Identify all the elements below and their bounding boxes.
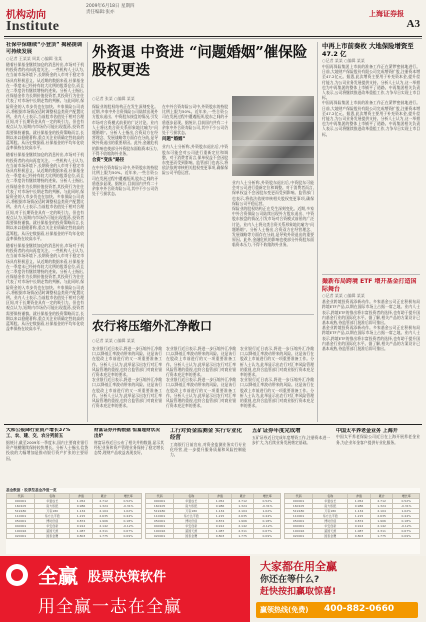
table-cell: 2.635 xyxy=(231,514,254,519)
table-cell: 1.775 xyxy=(92,534,115,539)
table-header-cell: 名称 xyxy=(35,494,70,499)
table-cell: 1.087 xyxy=(70,529,93,534)
table-cell: -0.31% xyxy=(393,504,420,509)
main-headline-block xyxy=(92,44,312,92)
table-cell: 1.134 xyxy=(70,509,93,514)
table-cell: 万家180 xyxy=(174,509,209,514)
second-body-a xyxy=(92,346,162,422)
lower-a-title: 大和公报降行业资产增长37% xyxy=(6,428,71,433)
right-article-2 xyxy=(322,278,420,422)
page-header xyxy=(0,0,426,38)
table-cell: 519180 xyxy=(285,509,313,514)
right-divider xyxy=(322,274,420,275)
table-cell: 0.44% xyxy=(254,514,281,519)
table-cell: 1.324 xyxy=(370,504,393,509)
main-headline: 外资退 中资进 “问题婚姻”催保险股权更迭 xyxy=(92,44,308,79)
lower-c-body: 工商银行日前宣布,对资金监测业务实行专业化经营,进一步提升服务质量和风险控制能力。 xyxy=(170,442,246,458)
table-cell: 2.635 xyxy=(370,514,393,519)
table-cell: 富国天源 xyxy=(174,529,209,534)
left-article xyxy=(6,42,84,422)
left-article-byline: ○记者 王某某 周某 ○编辑 张某 xyxy=(6,56,63,61)
table-cell: 1.906 xyxy=(370,519,393,524)
table-cell: 0.912 xyxy=(209,524,232,529)
main-subhead-1: 合资“变法”路径 xyxy=(92,158,125,164)
date-text: 2009年6月18日 星期四 xyxy=(86,4,135,9)
table-cell: 万家180 xyxy=(35,509,70,514)
table-cell: 华安创新 xyxy=(35,524,70,529)
table-header-cell: 净值 xyxy=(348,494,371,499)
table-cell: 0.67% xyxy=(393,529,420,534)
table-cell: 易方达平稳 xyxy=(35,514,70,519)
table-cell: 160105 xyxy=(146,504,174,509)
table-cell: 100016 xyxy=(146,529,174,534)
table-cell: 华夏成长 xyxy=(174,499,209,504)
lower-a-body: 据统计,截至2009年一季度末,国内主要商业银行资产规模继续保持较快增长。分析人士指出,信贷投放的大幅增加是推动银行资产扩张的主要原因。 xyxy=(6,440,88,461)
ad-logo-icon xyxy=(6,564,28,586)
mid-divider xyxy=(92,314,314,315)
second-body-para2: 农业银行近日表示,将进一步压缩外汇净敞口,以降低汇率波动带来的风险。这是该行在股改上市前进行的又一项重要准备工作。分析人士认为,此举显示出农行对汇率风险管理的重视,也符合监管部门对商业银行资本充足率的要求。 xyxy=(92,377,162,409)
table-cell: 1.052 xyxy=(70,499,93,504)
table-cell: 0.67% xyxy=(115,529,142,534)
second-headline-block xyxy=(92,318,314,338)
right-article-1-title: 中再上市前奏枚 大地保险增资至 47.2 亿 xyxy=(322,42,414,58)
header-rule xyxy=(4,36,422,37)
table-cell: 2.712 xyxy=(370,499,393,504)
table-cell: 2.712 xyxy=(231,499,254,504)
table-cell: 0.874 xyxy=(70,519,93,524)
ad-hotline: 400-882-0660 xyxy=(324,604,395,614)
table-header-cell: 名称 xyxy=(313,494,348,499)
table-cell: 160105 xyxy=(7,504,35,509)
right-article-2-byline: ○记者 某某 ○编辑 某某 xyxy=(322,293,365,299)
table-cell: 0.52% xyxy=(115,499,142,504)
table-cell: 易方达平稳 xyxy=(174,514,209,519)
table-cell: 050001 xyxy=(146,519,174,524)
right-article-2-body-cont: 基金业跨境投资再添新动作。多家基金公司正在积极布局跨境ETF产品,以期在国际市场上占据一席之地。业内人士表示,跨境ETF的推出将丰富投资者的选择,也有助于提升国内基金行业的国际化水平。据了解,相关产品的方案设计已基本成熟,待监管部门批准后即可推出。 xyxy=(322,325,420,352)
table-header-cell: 增长率 xyxy=(115,494,142,499)
table-row xyxy=(146,534,281,539)
lower-article-a xyxy=(6,428,88,486)
table-cell: 0.18% xyxy=(254,519,281,524)
editor-text: 责任编辑:张亦 xyxy=(86,10,115,15)
table-header-cell: 累计 xyxy=(92,494,115,499)
table-cell: 110001 xyxy=(285,514,313,519)
table-cell: 000001 xyxy=(285,499,313,504)
ad-left-panel[interactable] xyxy=(0,556,250,622)
table-cell: 2.104 xyxy=(92,509,115,514)
table-header-cell: 累计 xyxy=(370,494,393,499)
second-body-para5: 农业银行近日表示,将进一步压缩外汇净敞口,以降低汇率波动带来的风险。这是该行在股改上市前进行的又一项重要准备工作。分析人士认为,此举显示出农行对汇率风险管理的重视,也符合监管部门对商业银行资本充足率的要求。 xyxy=(240,346,314,378)
column-divider xyxy=(87,42,88,422)
table-cell: 2.311 xyxy=(92,529,115,534)
lower-b-title: 财富证券并购数据 恒富理财状况出炉 xyxy=(94,428,160,439)
table-cell: 519180 xyxy=(7,509,35,514)
fund-table-2 xyxy=(145,493,281,539)
lower-a-sub: 工、农、建、交、农分列前五 xyxy=(6,434,64,439)
table-cell: 020001 xyxy=(285,534,313,539)
table-cell: 0.912 xyxy=(70,524,93,529)
ad-sub-brand: 赢领热线(免费) xyxy=(260,606,309,614)
fund-table-caption: 基金数据 · 股票型基金净值一览 xyxy=(6,488,57,492)
section-title-cn: 机构动向 xyxy=(6,10,46,21)
ad-right-cta: 赶快按扣赢取惊喜! xyxy=(260,587,337,597)
table-cell: 2.104 xyxy=(231,509,254,514)
left-article-body-cont: 随着社保基金继续加仓的消息传出,市场对于机构投资者的动向再度关注。一些机构人士认为,在当前市场环境下,长期资金的入市对于稳定市场具有积极意义。从近期的数据来看,社保基金在一季度末已经持有较大比例的股票仓位,而且在二季度仍有继续增持的迹象。分析人士指出,社保基金作为长期价值投资者,其投资行为往往代表了对市场中长期走势的判断。与此同时,保险资金的入市步伐也在加快。多家保险公司表示,将根据市场情况适时调整权益类资产配置比例。业内人士表示,当前股市估值处于相对合理区间,对于长期资金具有一定的吸引力。但也有观点认为,短期内市场仍可能出现震荡,投资者需要保持谨慎。就社保基金的投资策略而言,长期以来以稳健著称,重点关注业绩确定性较高的蓝筹股。从历史数据看,社保基金的平均年化收益率保持在较高水平。 xyxy=(6,152,84,241)
table-cell: 0.44% xyxy=(393,514,420,519)
table-header-cell: 增长率 xyxy=(254,494,281,499)
table-cell: 华夏成长 xyxy=(35,499,70,504)
column-divider-right xyxy=(317,42,318,422)
table-cell: 050001 xyxy=(7,519,35,524)
table-cell: 博时价值 xyxy=(313,519,348,524)
table-header-cell: 代码 xyxy=(146,494,174,499)
table-cell: 0.67% xyxy=(254,529,281,534)
table-cell: 万家180 xyxy=(313,509,348,514)
table-cell: 2.142 xyxy=(231,524,254,529)
newspaper-brand: 上海证券报 xyxy=(369,9,404,18)
table-cell: 2.712 xyxy=(92,499,115,504)
table-cell: 华安创新 xyxy=(174,524,209,529)
second-body-para6: 农业银行近日表示,将进一步压缩外汇净敞口,以降低汇率波动带来的风险。这是该行在股改上市前进行的又一项重要准备工作。分析人士认为,此举显示出农行对汇率风险管理的重视,也符合监管部门对商业银行资本充足率的要求。 xyxy=(240,377,314,409)
table-cell: 0.09% xyxy=(115,534,142,539)
news-photo xyxy=(232,96,314,176)
second-headline: 农行将压缩外汇净敞口 xyxy=(92,319,213,333)
table-cell: 富国天源 xyxy=(35,529,70,534)
left-article-title: 社保中保继续“小登顶” 揭秘提调可持续发展 xyxy=(6,42,83,55)
second-body-b xyxy=(166,346,236,422)
table-cell: 1.324 xyxy=(231,504,254,509)
ad-brand: 全赢 xyxy=(38,564,78,588)
table-header-cell: 代码 xyxy=(7,494,35,499)
table-cell: 南方积配 xyxy=(35,504,70,509)
left-article-body-cont2: 随着社保基金继续加仓的消息传出,市场对于机构投资者的动向再度关注。一些机构人士认为,在当前市场环境下,长期资金的入市对于稳定市场具有积极意义。从近期的数据来看,社保基金在一季度末已经持有较大比例的股票仓位,而且在二季度仍有继续增持的迹象。分析人士指出,社保基金作为长期价值投资者,其投资行为往往代表了对市场中长期走势的判断。与此同时,保险资金的入市步伐也在加快。多家保险公司表示,将根据市场情况适时调整权益类资产配置比例。业内人士表示,当前股市估值处于相对合理区间,对于长期资金具有一定的吸引力。但也有观点认为,短期内市场仍可能出现震荡,投资者需要保持谨慎。就社保基金的投资策略而言,长期以来以稳健著称,重点关注业绩确定性较高的蓝筹股。从历史数据看,社保基金的平均年化收益率保持在较高水平。 xyxy=(6,242,84,332)
main-byline: ○记者 张某 ○编辑 某某 xyxy=(92,96,135,101)
main-body-col-b xyxy=(162,104,228,312)
table-header-cell: 累计 xyxy=(231,494,254,499)
table-cell: 0.874 xyxy=(348,519,371,524)
date-line xyxy=(86,4,134,16)
table-cell: 000001 xyxy=(7,499,35,504)
table-cell: 040001 xyxy=(285,524,313,529)
ad-slogan: 用全赢一志在全赢 xyxy=(38,597,182,617)
table-cell: 160105 xyxy=(285,504,313,509)
main-body-col-a xyxy=(92,104,158,312)
table-cell: 1.775 xyxy=(231,534,254,539)
table-cell: 1.215 xyxy=(348,514,371,519)
header-rule-thin xyxy=(4,38,422,39)
table-cell: 1.052 xyxy=(348,499,371,504)
table-cell: 0.52% xyxy=(393,499,420,504)
table-cell: 1.02% xyxy=(254,509,281,514)
table-cell: 1.324 xyxy=(92,504,115,509)
table-cell: 0.52% xyxy=(254,499,281,504)
lower-article-b xyxy=(94,428,164,486)
table-cell: 050001 xyxy=(285,519,313,524)
ad-title: 股票决策软件 xyxy=(88,570,167,585)
table-cell: 0.44% xyxy=(115,514,142,519)
table-cell: 富国天源 xyxy=(313,529,348,534)
table-cell: 1.215 xyxy=(209,514,232,519)
table-cell: 0.18% xyxy=(393,519,420,524)
table-cell: 1.215 xyxy=(70,514,93,519)
table-cell: -0.12% xyxy=(254,524,281,529)
table-cell: 1.087 xyxy=(348,529,371,534)
main-body-para3: 在中外合资寿险公司中,外资股东的持股比例上限为50%。近年来,一些合资公司在发展过程中遭遇瓶颈,股东之间的矛盾逐步显现。据统计,目前国内共有二十余家中外合资寿险公司,其中不少公司仍处于亏损状态。 xyxy=(162,104,228,136)
table-cell: 华安创新 xyxy=(313,524,348,529)
table-header-cell: 代码 xyxy=(285,494,313,499)
right-article-1-body: 中国再保险集团上市前的准备工作正在紧锣密鼓地进行。日前,大地财产保险股份有限公司完成增资扩股,注册资本增至47.2亿元。据悉,此次增资主要用于补充资本金,提升偿付能力,为公司业务发展提供支持。分析人士认为,这一举措也为中再集团的整体上市铺平了道路。中再集团相关负责人表示,公司将继续推进改革重组工作,力争早日实现上市目标。 xyxy=(322,64,420,101)
table-cell: 南方积配 xyxy=(313,504,348,509)
table-cell: 博时价值 xyxy=(174,519,209,524)
table-cell: 1.775 xyxy=(370,534,393,539)
lower-b-body: 财富证券近日公布了相关并购数据,显示其经纪业务和资产管理业务保持了稳定增长态势,理财产品收益表现良好。 xyxy=(94,440,164,456)
table-cell: 519180 xyxy=(146,509,174,514)
table-cell: 000001 xyxy=(146,499,174,504)
left-article-body: 随着社保基金继续加仓的消息传出,市场对于机构投资者的动向再度关注。一些机构人士认为,在当前市场环境下,长期资金的入市对于稳定市场具有积极意义。从近期的数据来看,社保基金在一季度末已经持有较大比例的股票仓位,而且在二季度仍有继续增持的迹象。分析人士指出,社保基金作为长期价值投资者,其投资行为往往代表了对市场中长期走势的判断。与此同时,保险资金的入市步伐也在加快。多家保险公司表示,将根据市场情况适时调整权益类资产配置比例。业内人士表示,当前股市估值处于相对合理区间,对于长期资金具有一定的吸引力。但也有观点认为,短期内市场仍可能出现震荡,投资者需要保持谨慎。就社保基金的投资策略而言,长期以来以稳健著称,重点关注业绩确定性较高的蓝筹股。从历史数据看,社保基金的平均年化收益率保持在较高水平。 xyxy=(6,62,84,151)
table-cell: 2.311 xyxy=(370,529,393,534)
table-cell: 040001 xyxy=(146,524,174,529)
table-cell: 1.052 xyxy=(209,499,232,504)
second-byline: ○记者 某某 ○编辑 某某 xyxy=(92,338,135,343)
table-cell: 020001 xyxy=(146,534,174,539)
table-cell: 0.803 xyxy=(209,534,232,539)
table-header-cell: 名称 xyxy=(174,494,209,499)
table-cell: 2.142 xyxy=(370,524,393,529)
right-article-2-body: 基金业跨境投资再添新动作。多家基金公司正在积极布局跨境ETF产品,以期在国际市场上占据一席之地。业内人士表示,跨境ETF的推出将丰富投资者的选择,也有助于提升国内基金行业的国际化水平。据了解,相关产品的方案设计已基本成熟,待监管部门批准后即可推出。 xyxy=(322,299,420,325)
section-title-en: Institute xyxy=(6,19,60,34)
table-cell: 1.087 xyxy=(209,529,232,534)
table-row xyxy=(7,534,142,539)
table-cell: 博时价值 xyxy=(35,519,70,524)
lower-e-title: 中国太平养老金业务 上海开 xyxy=(336,428,398,434)
right-article-1-body-cont: 中国再保险集团上市前的准备工作正在紧锣密鼓地进行。日前,大地财产保险股份有限公司完成增资扩股,注册资本增至47.2亿元。据悉,此次增资主要用于补充资本金,提升偿付能力,为公司业务发展提供支持。分析人士认为,这一举措也为中再集团的整体上市铺平了道路。中再集团相关负责人表示,公司将继续推进改革重组工作,力争早日实现上市目标。 xyxy=(322,100,420,137)
table-cell: 1.906 xyxy=(231,519,254,524)
table-cell: 0.803 xyxy=(348,534,371,539)
main-body-para5: 业内人士分析称,外资股东退出后,中资股东可能会对公司进行重新定位和调整。对于消费者而言,保单权益不会因股东变更而受到影响。监管部门也表示,将依法依规审核相关股权变更事项,确保保险公司平稳运营。 xyxy=(232,180,314,206)
lower-d-title: 五矿证券年度完成增 xyxy=(252,428,301,434)
main-body-para2: 在中外合资寿险公司中,外资股东的持股比例上限为50%。近年来,一些合资公司在发展过程中遭遇瓶颈,股东之间的矛盾逐步显现。据统计,目前国内共有二十余家中外合资寿险公司,其中不少公司仍处于亏损状态。 xyxy=(92,165,158,197)
second-body-para4: 农业银行近日表示,将进一步压缩外汇净敞口,以降低汇率波动带来的风险。这是该行在股改上市前进行的又一项重要准备工作。分析人士认为,此举显示出农行对汇率风险管理的重视,也符合监管部门对商业银行资本充足率的要求。 xyxy=(166,377,236,409)
main-body-para1: 保险业的股权结构正在发生深刻变化。近期,多家中外合资保险公司陆续出现外方股东退出、中资股东接盘的情况,引发市场对合资模式前景的广泛讨论。业内人士将这类合资关系形象地比喻为“问题婚姻”。分析人士指出,合资双方在经营理念、发展战略等方面存在分歧,是导致外资退出的重要原因。此外,金融危机的影响也使部分外资股东面临资本压力,不得不收缩海外业务。 xyxy=(92,104,158,156)
table-cell: 0.874 xyxy=(209,519,232,524)
table-header-cell: 净值 xyxy=(70,494,93,499)
table-cell: 易方达平稳 xyxy=(313,514,348,519)
table-cell: 0.912 xyxy=(348,524,371,529)
lower-rule xyxy=(4,424,422,425)
table-cell: 110001 xyxy=(7,514,35,519)
table-header-cell: 净值 xyxy=(209,494,232,499)
table-cell: 0.18% xyxy=(115,519,142,524)
table-cell: 2.635 xyxy=(92,514,115,519)
table-cell: 2.311 xyxy=(231,529,254,534)
table-row xyxy=(285,534,420,539)
table-cell: 国泰金鹰 xyxy=(174,534,209,539)
right-article-2-title: 撮新布局跨境 ETF 增开基金打造国际舞台 xyxy=(322,278,417,293)
table-cell: 0.09% xyxy=(393,534,420,539)
main-subhead-2: 问题“婚姻” xyxy=(162,137,186,143)
main-body-para4: 业内人士分析称,外资股东退出后,中资股东可能会对公司进行重新定位和调整。对于消费者而言,保单权益不会因股东变更而受到影响。监管部门也表示,将依法依规审核相关股权变更事项,确保保险公司平稳运营。 xyxy=(162,144,228,176)
ad-right-question: 你还在等什么? xyxy=(260,575,320,585)
table-cell: 0.986 xyxy=(348,504,371,509)
table-cell: 040001 xyxy=(7,524,35,529)
table-cell: 110001 xyxy=(146,514,174,519)
second-body-c xyxy=(240,346,314,422)
table-cell: -0.12% xyxy=(393,524,420,529)
table-cell: 1.134 xyxy=(209,509,232,514)
fund-table-1 xyxy=(6,493,142,539)
ad-right-panel[interactable] xyxy=(250,556,426,622)
ad-right-title: 大家都在用全赢 xyxy=(260,560,337,573)
lower-article-c xyxy=(170,428,246,486)
table-cell: 100016 xyxy=(285,529,313,534)
table-cell: 1.02% xyxy=(393,509,420,514)
lower-e-body: 中国太平养老保险公司近日在上海开展养老金业务,为企业年金客户提供专业化服务。 xyxy=(336,434,420,445)
table-cell: 0.986 xyxy=(70,504,93,509)
table-cell: 华夏成长 xyxy=(313,499,348,504)
table-cell: 0.09% xyxy=(254,534,281,539)
table-cell: 2.104 xyxy=(370,509,393,514)
fund-table-3 xyxy=(284,493,420,539)
fund-data-table-block xyxy=(6,488,420,554)
second-body-para3: 农业银行近日表示,将进一步压缩外汇净敞口,以降低汇率波动带来的风险。这是该行在股改上市前进行的又一项重要准备工作。分析人士认为,此举显示出农行对汇率风险管理的重视,也符合监管部门对商业银行资本充足率的要求。 xyxy=(166,346,236,378)
table-cell: 0.986 xyxy=(209,504,232,509)
table-cell: -0.12% xyxy=(115,524,142,529)
lower-article-d xyxy=(252,428,330,486)
lower-d-body: 五矿证券近日完成年度增资工作,注册资本进一步扩大,为后续业务发展奠定基础。 xyxy=(252,435,330,446)
second-body-para1: 农业银行近日表示,将进一步压缩外汇净敞口,以降低汇率波动带来的风险。这是该行在股改上市前进行的又一项重要准备工作。分析人士认为,此举显示出农行对汇率风险管理的重视,也符合监管部门对商业银行资本充足率的要求。 xyxy=(92,346,162,378)
table-cell: 0.803 xyxy=(70,534,93,539)
table-cell: 国泰金鹰 xyxy=(313,534,348,539)
main-body-para6: 保险业的股权结构正在发生深刻变化。近期,多家中外合资保险公司陆续出现外方股东退出、中资股东接盘的情况,引发市场对合资模式前景的广泛讨论。业内人士将这类合资关系形象地比喻为“问题婚姻”。分析人士指出,合资双方在经营理念、发展战略等方面存在分歧,是导致外资退出的重要原因。此外,金融危机的影响也使部分外资股东面临资本压力,不得不收缩海外业务。 xyxy=(232,206,314,248)
table-cell: 国泰金鹰 xyxy=(35,534,70,539)
right-article-1-byline: ○记者 某某 ○编辑 某某 xyxy=(322,58,365,63)
lower-c-title: 工行对资金监测金 实行专业化经营 xyxy=(170,428,242,441)
main-body-col-c xyxy=(232,180,314,312)
right-article-1 xyxy=(322,42,420,272)
table-cell: -0.31% xyxy=(115,504,142,509)
table-cell: 1.02% xyxy=(115,509,142,514)
table-cell: 100016 xyxy=(7,529,35,534)
table-cell: 南方积配 xyxy=(174,504,209,509)
table-cell: 1.134 xyxy=(348,509,371,514)
table-header-cell: 增长率 xyxy=(393,494,420,499)
table-cell: 1.906 xyxy=(92,519,115,524)
page-number: A3 xyxy=(406,18,420,30)
fund-table-panels xyxy=(6,493,420,539)
table-cell: 020001 xyxy=(7,534,35,539)
table-cell: -0.31% xyxy=(254,504,281,509)
table-cell: 2.142 xyxy=(92,524,115,529)
ad-banner[interactable] xyxy=(0,556,426,622)
lower-article-e xyxy=(336,428,420,486)
ad-hotline-button[interactable] xyxy=(256,602,418,618)
